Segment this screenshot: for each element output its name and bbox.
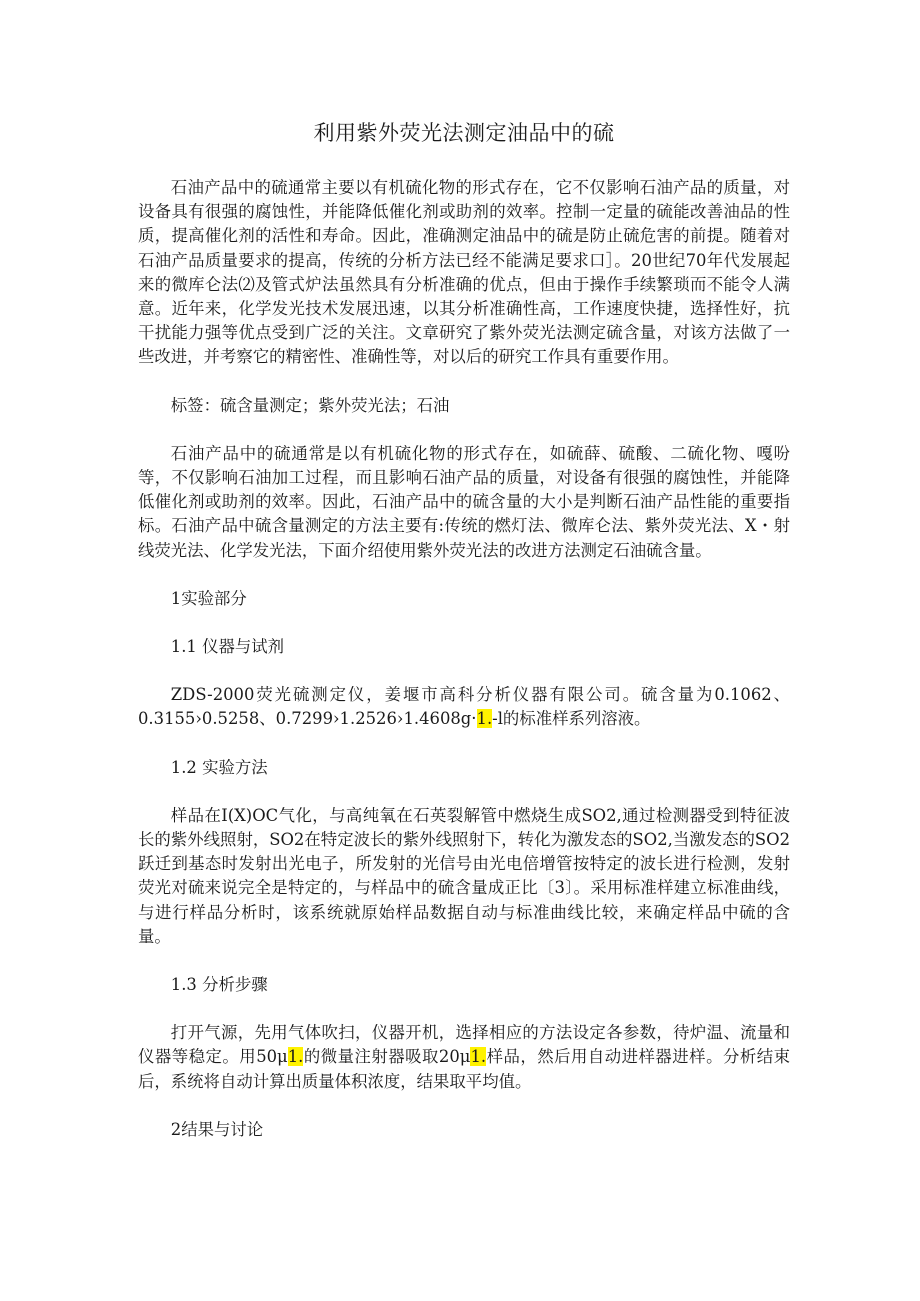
instruments-text-b: -l的标准样系列溶液。 [492,709,651,729]
method-paragraph: 样品在I(X)OC气化，与高纯氧在石英裂解管中燃烧生成SO2,通过检测器受到特征波长的紫外线照射，SO2在特定波长的紫外线照射下，转化为激发态的SO2,当激发态的SO2跃迁到基态时发射出光电子，所发射的光信号由光电倍增管按特定的波长进行检测，发射荧光对硫来说完全是特定的，与样品中的硫含量成正比〔3〕。采用标准样建立标准曲线，与进行样品分析时，该系统就原始样品数据自动与标准曲线比较，来确定样品中硫的含量。 [138,805,790,946]
steps-text-a: 打开气源，先用气体吹扫，仪器开机，选择相应的方法设定各参数，待炉温、流量和仪器等稳定。用50μ [138,1023,790,1067]
highlighted-unit: 1. [476,709,493,729]
section-heading-1: 1实验部分 [170,588,247,608]
instruments-text-a: ZDS-2000荧光硫测定仪，姜堰市高科分析仪器有限公司。硫含量为0.1062、0.3155›0.5258、0.7299›1.2526›1.4608g· [138,685,790,729]
section-heading-1-3: 1.3 分析步骤 [170,975,268,995]
section-heading-2: 2结果与讨论 [170,1119,264,1139]
highlighted-unit-1: 1. [287,1047,304,1067]
instruments-paragraph [138,683,790,731]
abstract-paragraph: 石油产品中的硫通常主要以有机硫化物的形式存在，它不仅影响石油产品的质量，对设备具有很强的腐蚀性，并能降低催化剂或助剂的效率。控制一定量的硫能改善油品的性质，提高催化剂的活性和寿命。因此，准确测定油品中的硫是防止硫危害的前提。随着对石油产品质量要求的提高，传统的分析方法已经不能满足要求口］。20世纪70年代发展起来的微库仑法⑵及管式炉法虽然具有分析准确的优点，但由于操作手续繁琐而不能令人满意。近年来，化学发光技术发展迅速，以其分析准确性高，工作速度快捷，选择性好，抗干扰能力强等优点受到广泛的关注。文章研究了紫外荧光法测定硫含量，对该方法做了一些改进，并考察它的精密性、准确性等，对以后的研究工作具有重要作用。 [138,178,790,367]
steps-text-b: 的微量注射器吸取20μ [303,1047,471,1067]
page-title: 利用紫外荧光法测定油品中的硫 [313,121,615,145]
intro-paragraph: 石油产品中的硫通常是以有机硫化物的形式存在，如硫薛、硫酸、二硫化物、嘎吩等，不仅影响石油加工过程，而且影响石油产品的质量，对设备有很强的腐蚀性，并能降低催化剂或助剂的效率。因此，石油产品中的硫含量的大小是判断石油产品性能的重要指标。石油产品中硫含量测定的方法主要有:传统的燃灯法、微库仑法、紫外荧光法、X・射线荧光法、化学发光法，下面介绍使用紫外荧光法的改进方法测定石油硫含量。 [138,443,790,560]
section-heading-1-2: 1.2 实验方法 [170,757,268,777]
steps-paragraph [138,1021,790,1094]
keywords-line: 标签：硫含量测定；紫外荧光法；石油 [170,395,450,415]
steps-text-c: 样品，然后用自动进样器进样。分析结束后，系统将自动计算出质量体积浓度，结果取平均值。 [138,1047,791,1091]
section-heading-1-1: 1.1 仪器与试剂 [170,637,285,657]
highlighted-unit-2: 1. [470,1047,487,1067]
document-page [138,118,790,1142]
